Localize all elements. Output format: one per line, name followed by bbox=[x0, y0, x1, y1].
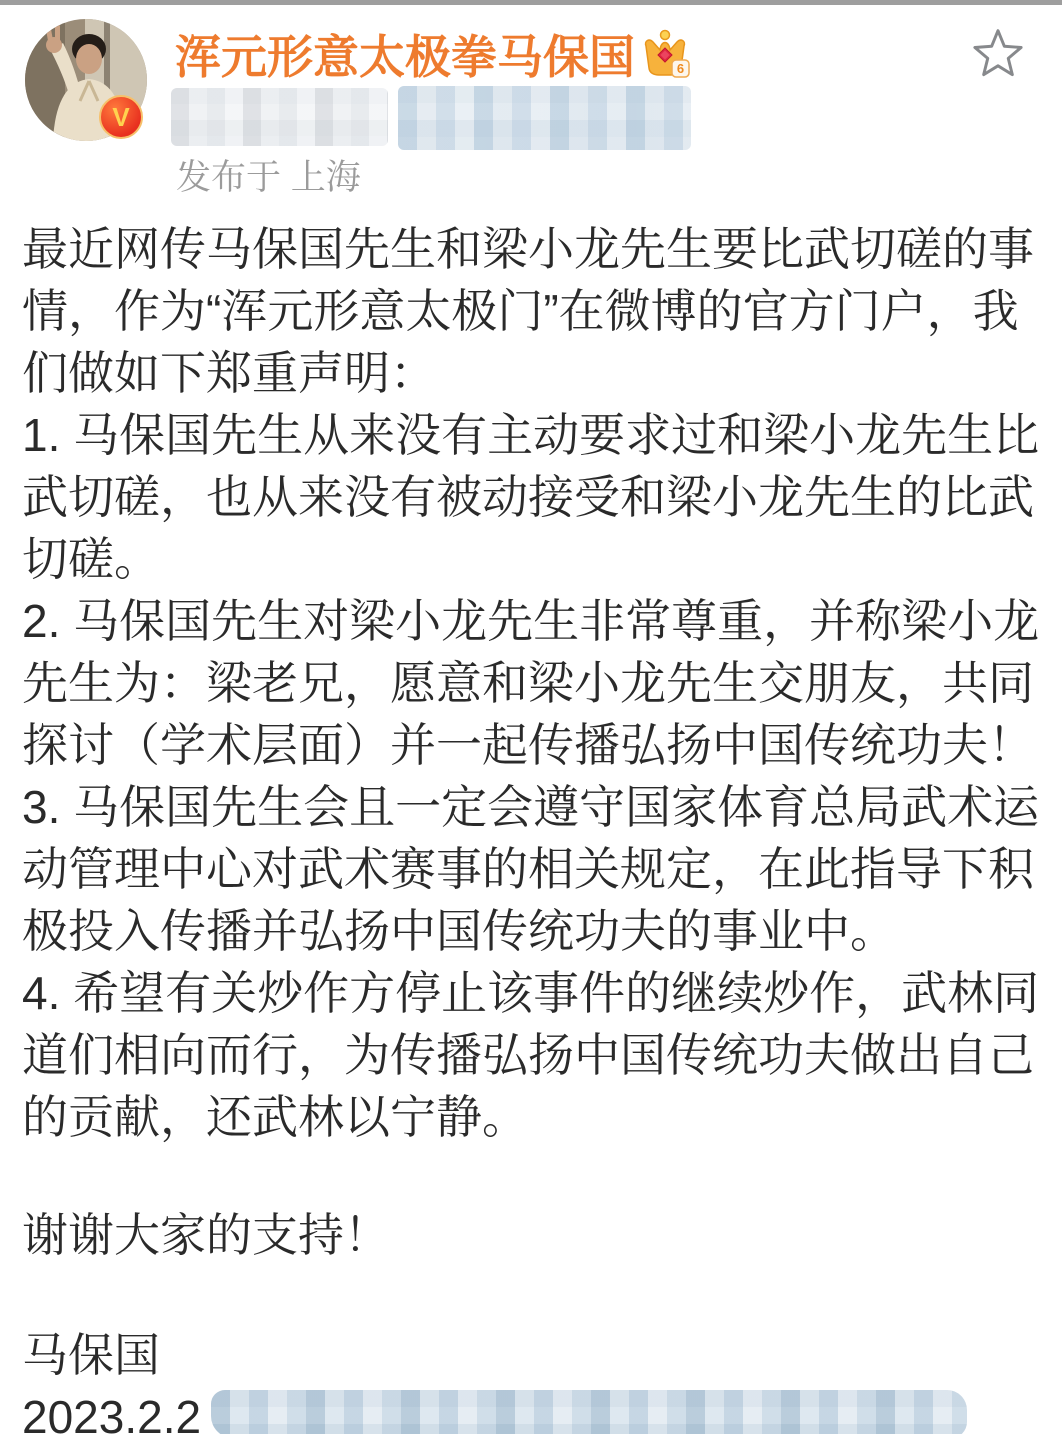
signature-line: 马保国 bbox=[22, 1329, 160, 1381]
avatar[interactable] bbox=[25, 19, 147, 141]
post-body-line: 先生为：梁老兄，愿意和梁小龙先生交朋友，共同 bbox=[22, 657, 1034, 709]
post-body-line: 最近网传马保国先生和梁小龙先生要比武切磋的事 bbox=[22, 223, 1034, 275]
top-divider bbox=[0, 0, 1062, 5]
post-body-line: 极投入传播并弘扬中国传统功夫的事业中。 bbox=[22, 905, 896, 957]
post-body-line: 动管理中心对武术赛事的相关规定，在此指导下积 bbox=[22, 843, 1034, 895]
post-body-line: 切磋。 bbox=[22, 533, 160, 585]
blank-line bbox=[22, 1148, 1052, 1204]
vip-level-number: 6 bbox=[676, 61, 685, 76]
thanks-line: 谢谢大家的支持！ bbox=[22, 1209, 390, 1261]
verified-v-badge-icon: V bbox=[99, 95, 143, 139]
date-text: 2023.2.2 bbox=[22, 1391, 202, 1434]
redacted-date-suffix bbox=[211, 1390, 967, 1434]
username[interactable]: 浑元形意太极拳马保国 bbox=[175, 31, 635, 83]
redacted-timestamp-left bbox=[171, 88, 388, 146]
posted-from-label: 发布于 上海 bbox=[176, 158, 361, 197]
post-body-line: 们做如下郑重声明： bbox=[22, 347, 436, 399]
post-body-line: 2. 马保国先生对梁小龙先生非常尊重，并称梁小龙 bbox=[22, 595, 1040, 647]
post-body-line: 4. 希望有关炒作方停止该事件的继续炒作，武林同 bbox=[22, 967, 1040, 1019]
post-body-line: 1. 马保国先生从来没有主动要求过和梁小龙先生比 bbox=[22, 409, 1040, 461]
redacted-timestamp-right bbox=[398, 86, 691, 150]
date-row bbox=[22, 1386, 1052, 1434]
post-body-line: 3. 马保国先生会且一定会遵守国家体育总局武术运 bbox=[22, 781, 1040, 833]
post-body bbox=[22, 218, 1052, 1434]
star-outline-icon bbox=[971, 28, 1025, 82]
post-body-line: 道们相向而行，为传播弘扬中国传统功夫做出自己 bbox=[22, 1029, 1034, 1081]
vip-crown-level-icon[interactable] bbox=[638, 28, 692, 82]
favorite-button[interactable] bbox=[963, 20, 1033, 90]
post-body-line: 情，作为“浑元形意太极门”在微博的官方门户，我 bbox=[22, 285, 1019, 337]
post-body-line: 的贡献，还武林以宁静。 bbox=[22, 1091, 528, 1143]
blank-line bbox=[22, 1266, 1052, 1324]
post-body-line: 武切磋，也从来没有被动接受和梁小龙先生的比武 bbox=[22, 471, 1034, 523]
post-body-line: 探讨（学术层面）并一起传播弘扬中国传统功夫！ bbox=[22, 719, 1034, 771]
